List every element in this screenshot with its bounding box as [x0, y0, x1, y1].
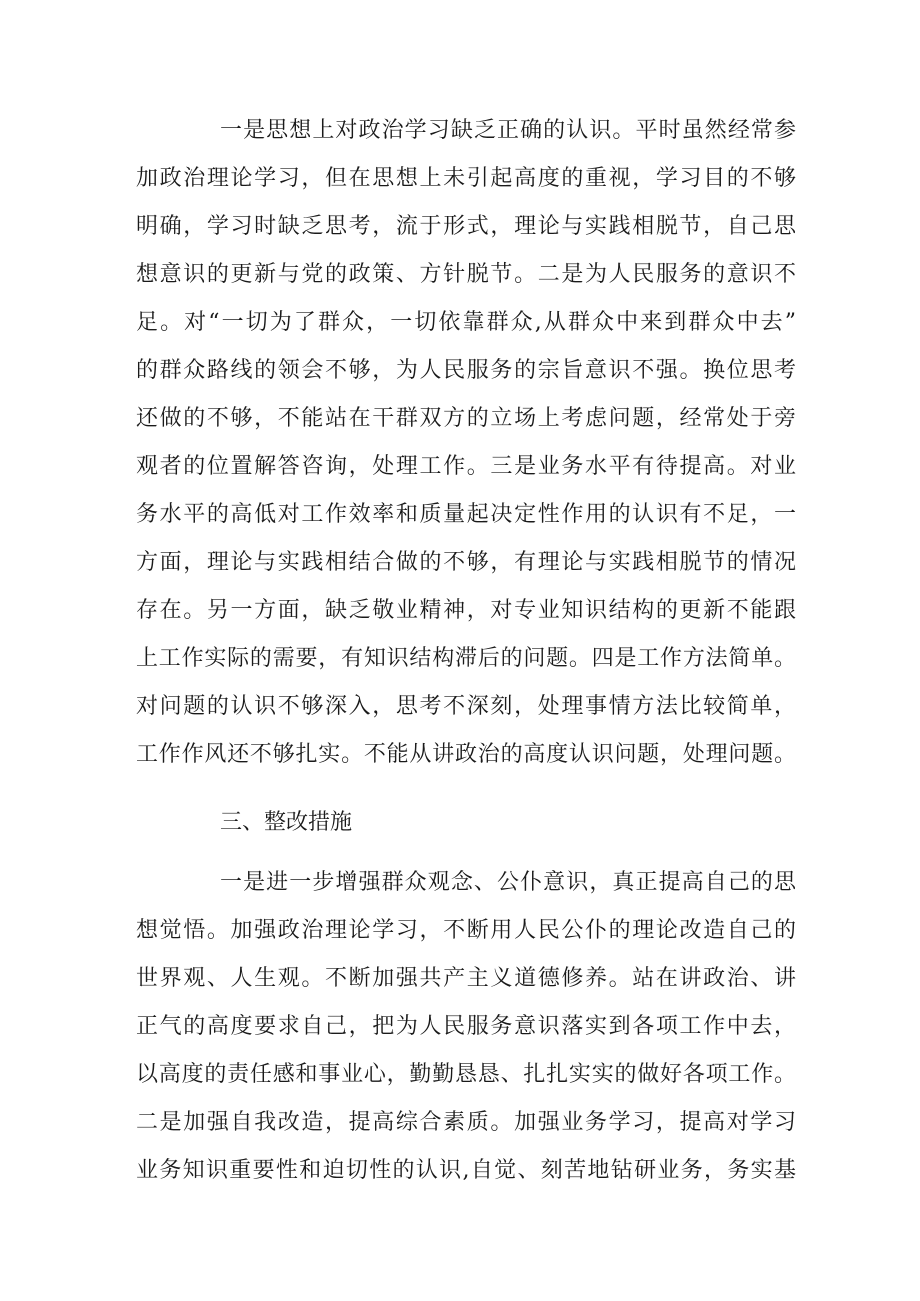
paragraph-line: 务水平的高低对工作效率和质量起决定性作用的认识有不足，一 — [136, 502, 796, 527]
paragraph-line: 一是思想上对政治学习缺乏正确的认识。平时虽然经常参 — [220, 118, 796, 143]
paragraph-line: 对问题的认识不够深入，思考不深刻，处理事情方法比较简单， — [136, 694, 796, 719]
paragraph-line: 世界观、人生观。不断加强共产主义道德修养。站在讲政治、讲 — [136, 966, 796, 991]
paragraph-line: 足。对“一切为了群众，一切依靠群众,从群众中来到群众中去” — [136, 310, 796, 335]
paragraph-line: 方面，理论与实践相结合做的不够，有理论与实践相脱节的情况 — [136, 550, 796, 575]
paragraph-line: 的群众路线的领会不够，为人民服务的宗旨意识不强。换位思考 — [136, 358, 796, 383]
paragraph-line: 工作作风还不够扎实。不能从讲政治的高度认识问题，处理问题。 — [136, 742, 796, 767]
section-heading: 三、整改措施 — [220, 810, 353, 835]
paragraph-line: 观者的位置解答咨询，处理工作。三是业务水平有待提高。对业 — [136, 454, 796, 479]
paragraph-line: 二是加强自我改造，提高综合素质。加强业务学习，提高对学习 — [136, 1110, 796, 1135]
paragraph-line: 还做的不够，不能站在干群双方的立场上考虑问题，经常处于旁 — [136, 406, 796, 431]
paragraph-line: 一是进一步增强群众观念、公仆意识，真正提高自己的思 — [220, 870, 796, 895]
paragraph-line: 业务知识重要性和迫切性的认识,自觉、刻苦地钻研业务，务实基 — [136, 1158, 796, 1183]
paragraph-line: 想觉悟。加强政治理论学习，不断用人民公仆的理论改造自己的 — [136, 918, 796, 943]
paragraph-line: 以高度的责任感和事业心，勤勤恳恳、扎扎实实的做好各项工作。 — [136, 1062, 796, 1087]
paragraph-line: 上工作实际的需要，有知识结构滞后的问题。四是工作方法简单。 — [136, 646, 796, 671]
paragraph-line: 加政治理论学习，但在思想上未引起高度的重视，学习目的不够 — [136, 166, 796, 191]
paragraph-line: 存在。另一方面，缺乏敬业精神，对专业知识结构的更新不能跟 — [136, 598, 796, 623]
paragraph-line: 正气的高度要求自己，把为人民服务意识落实到各项工作中去， — [136, 1014, 796, 1039]
paragraph-line: 想意识的更新与党的政策、方针脱节。二是为人民服务的意识不 — [136, 262, 796, 287]
paragraph-line: 明确，学习时缺乏思考，流于形式，理论与实践相脱节，自己思 — [136, 214, 796, 239]
